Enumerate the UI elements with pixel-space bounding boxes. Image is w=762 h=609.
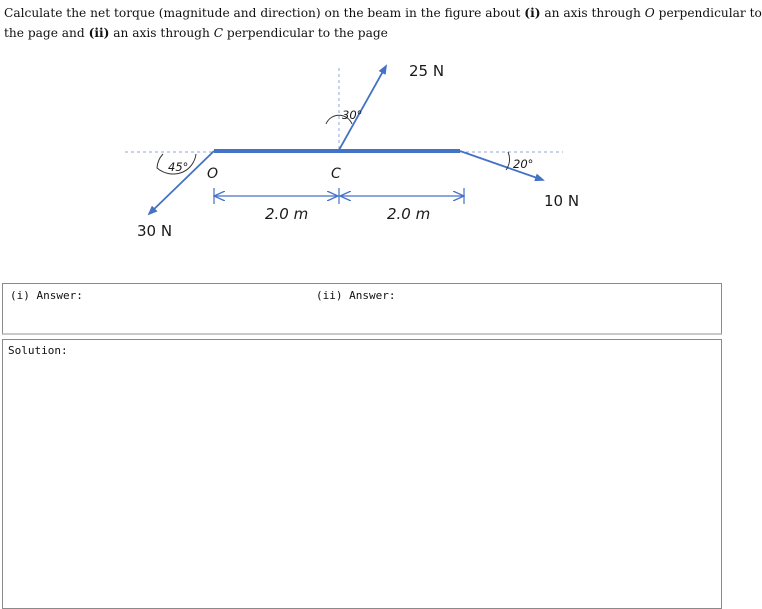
point-c-reference: C bbox=[213, 26, 224, 40]
question-text-segment: perpendicular to the page bbox=[223, 26, 388, 40]
angle-label-left: 45° bbox=[168, 160, 189, 174]
answer-box[interactable] bbox=[2, 283, 722, 335]
question-line-1 bbox=[4, 3, 762, 23]
solution-label: Solution: bbox=[8, 344, 68, 357]
question-text bbox=[4, 3, 762, 43]
question-text-segment: the page and bbox=[4, 26, 89, 40]
force-label-10n: 10 N bbox=[544, 192, 580, 210]
distance-label-right: 2.0 m bbox=[387, 205, 431, 223]
answer-i-label: (i) Answer: bbox=[10, 289, 83, 302]
question-line-2 bbox=[4, 23, 704, 43]
solution-box[interactable] bbox=[2, 339, 722, 609]
question-text-segment: Calculate the net torque (magnitude and direction) on the beam in the figure about bbox=[4, 6, 525, 20]
question-text-segment: an axis through bbox=[109, 26, 214, 40]
point-o-reference: O bbox=[644, 6, 655, 20]
distance-label-left: 2.0 m bbox=[265, 205, 309, 223]
force-label-30n: 30 N bbox=[137, 222, 173, 240]
beam-diagram bbox=[0, 50, 700, 250]
force-label-25n: 25 N bbox=[409, 62, 445, 80]
beam-figure bbox=[0, 50, 700, 250]
question-part-ii-marker: (ii) bbox=[88, 26, 110, 40]
point-o-label: O bbox=[207, 166, 219, 182]
angle-label-top: 30° bbox=[342, 108, 363, 122]
question-text-segment: an axis through bbox=[540, 6, 645, 20]
point-c-label: C bbox=[331, 166, 341, 182]
question-part-i-marker: (i) bbox=[524, 6, 541, 20]
angle-label-right: 20° bbox=[513, 157, 534, 171]
answer-ii-label: (ii) Answer: bbox=[316, 289, 396, 302]
question-text-segment: perpendicular to bbox=[654, 6, 762, 20]
